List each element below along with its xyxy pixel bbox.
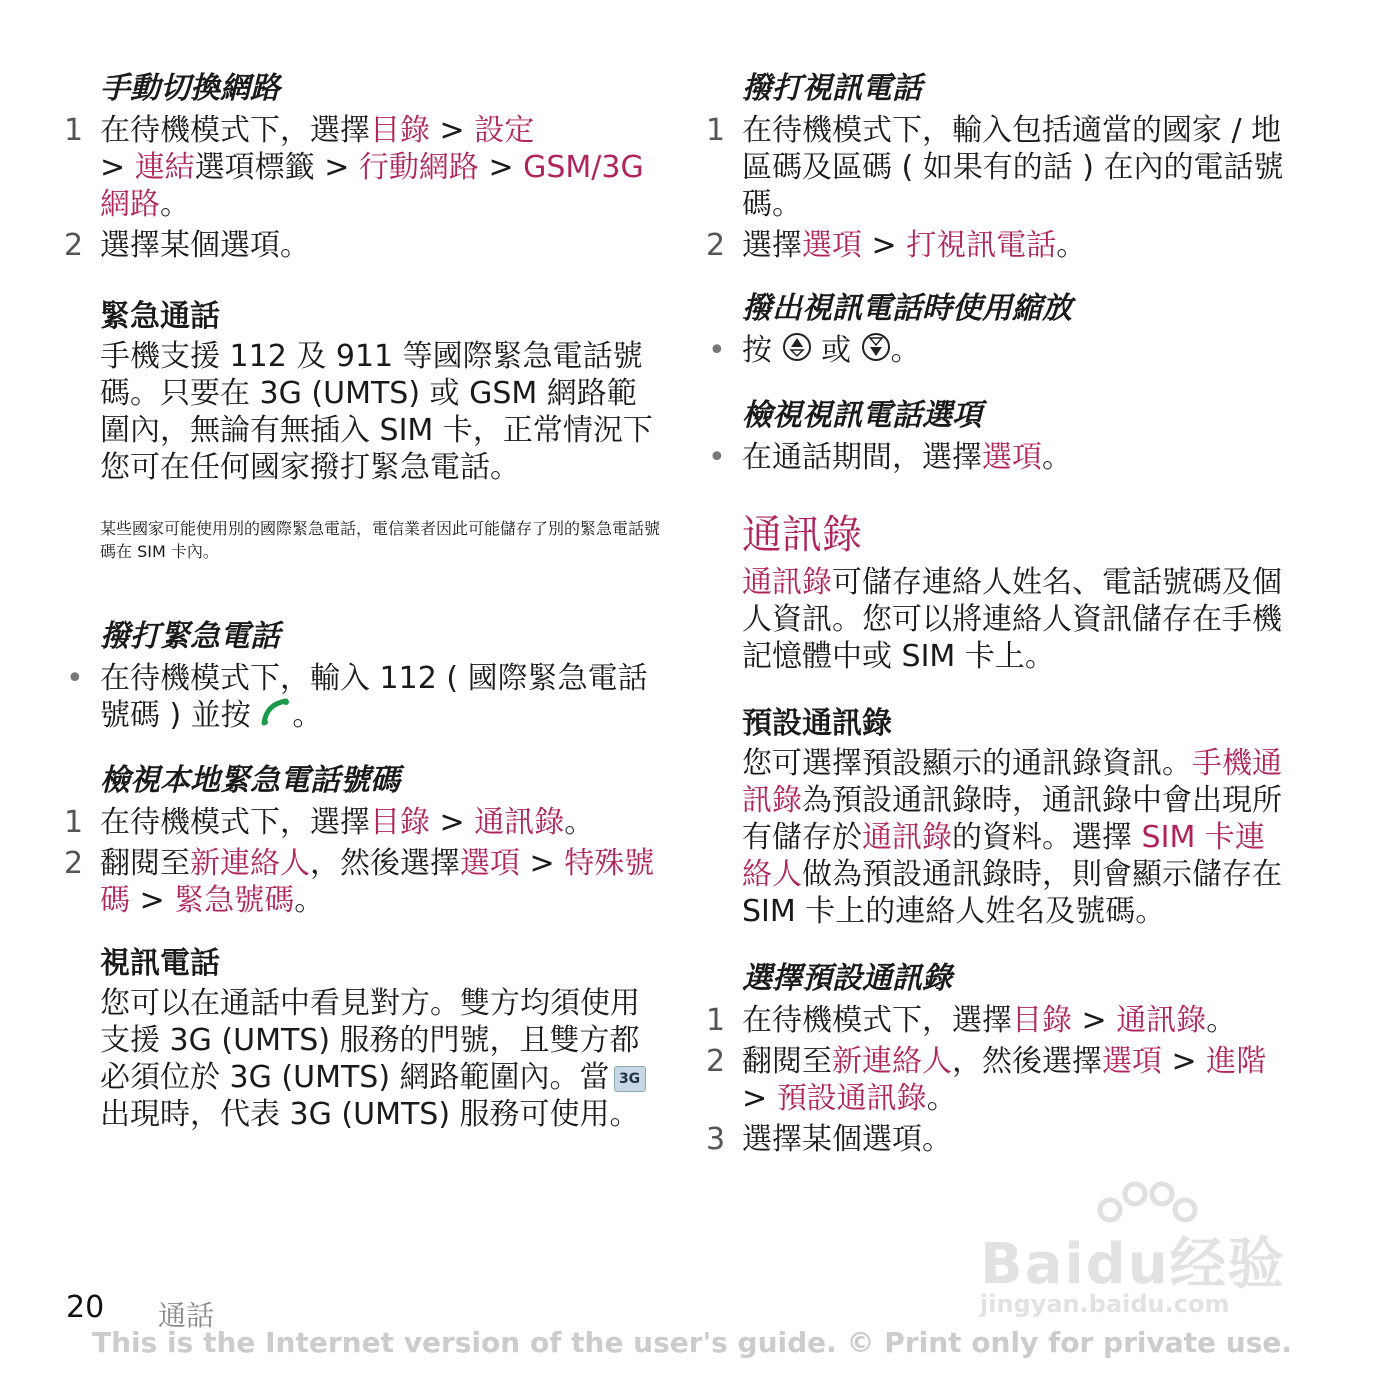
separator: > xyxy=(430,113,475,148)
heading-emergency: 緊急通話 xyxy=(100,299,220,334)
section-title-contacts: 通訊錄 xyxy=(742,512,862,558)
right-column xyxy=(706,70,1292,1162)
list-item xyxy=(708,439,1292,476)
step-number: 1 xyxy=(64,805,84,840)
link-default-contacts[interactable]: 預設通訊錄 xyxy=(776,1081,927,1116)
period: 。 xyxy=(890,333,921,368)
list-item xyxy=(706,1002,1292,1039)
link-options[interactable]: 選項 xyxy=(1102,1044,1162,1079)
call-icon xyxy=(260,697,292,736)
link-make-video-call[interactable]: 打視訊電話 xyxy=(906,228,1057,263)
left-column xyxy=(64,70,661,1133)
separator: > xyxy=(130,883,175,918)
body-text: 做為預設通訊錄時，則會顯示儲存在 SIM 卡上的連絡人姓名及號碼。 xyxy=(742,857,1282,929)
link-contacts[interactable]: 通訊錄 xyxy=(474,805,565,840)
link-options[interactable]: 選項 xyxy=(460,846,520,881)
manual-switch-steps xyxy=(64,112,660,264)
link-menu[interactable]: 目錄 xyxy=(370,113,430,148)
heading-default-contacts: 預設通訊錄 xyxy=(742,706,892,741)
link-menu[interactable]: 目錄 xyxy=(370,805,430,840)
page-number: 20 xyxy=(66,1290,105,1325)
step-number: 1 xyxy=(706,1003,726,1038)
separator: > xyxy=(1072,1003,1117,1038)
link-contacts[interactable]: 通訊錄 xyxy=(742,565,832,600)
emergency-body: 手機支援 112 及 911 等國際緊急電話號碼。只要在 3G (UMTS) 或 GSM 網路範圍內，無論有無插入 SIM 卡，正常情況下您可在任何國家撥打緊急電話。 xyxy=(100,339,653,485)
period: 。 xyxy=(926,1081,957,1116)
list-item xyxy=(708,332,1292,371)
select-default-steps xyxy=(706,1002,1292,1158)
separator: > xyxy=(430,805,475,840)
body-text: 為預設通訊錄時，通訊錄中會出現所有儲存於 xyxy=(742,783,1282,855)
video-call-body xyxy=(100,985,660,1133)
body-text: 您可以在通話中看見對方。雙方均須使用支援 3G (UMTS) 服務的門號，且雙方都必須位於 3G (UMTS) 網路範圍內。當 xyxy=(100,986,640,1095)
step-text: 選擇某個選項。 xyxy=(742,1122,952,1157)
step-text: 或 xyxy=(821,333,852,368)
period: 。 xyxy=(294,883,325,918)
period: 。 xyxy=(1206,1003,1237,1038)
separator: > xyxy=(862,228,907,263)
period: 。 xyxy=(160,187,190,222)
link-mobile-network[interactable]: 行動網路 xyxy=(358,150,479,185)
link-options[interactable]: 選項 xyxy=(982,440,1042,475)
step-number: 2 xyxy=(64,228,84,263)
heading-view-local: 檢視本地緊急電話號碼 xyxy=(100,763,400,798)
step-number: 2 xyxy=(706,1044,726,1079)
separator: > xyxy=(100,150,135,185)
step-number: 1 xyxy=(64,113,84,148)
body-text: 可儲存連絡人姓名、電話號碼及個人資訊。您可以將連絡人資訊儲存在手機記憶體中或 SIM 卡上。 xyxy=(742,565,1282,674)
step-text: 在待機模式下，輸入包括適當的國家 / 地區碼及區碼 ( 如果有的話 ) 在內的電話號碼。 xyxy=(742,113,1284,222)
list-item xyxy=(706,227,1292,264)
body-text: 您可選擇預設顯示的通訊錄資訊。 xyxy=(742,746,1192,781)
list-item xyxy=(706,1121,1292,1158)
step-text: 選擇 xyxy=(742,228,802,263)
default-contacts-body xyxy=(742,745,1292,930)
list-item xyxy=(64,804,660,841)
bullet: • xyxy=(708,333,726,368)
contacts-body xyxy=(742,564,1292,675)
period: 。 xyxy=(1042,440,1072,475)
list-item xyxy=(64,845,660,919)
heading-dial-emergency: 撥打緊急電話 xyxy=(100,619,280,654)
separator: > xyxy=(1162,1044,1207,1079)
nav-down-icon xyxy=(861,332,891,371)
note-text: 某些國家可能使用別的國際緊急電話，電信業者因此可能儲存了別的緊急電話號碼在 SIM 卡內。 xyxy=(100,519,661,561)
step-number: 2 xyxy=(64,846,84,881)
body-text: 出現時，代表 3G (UMTS) 服務可使用。 xyxy=(100,1097,640,1132)
heading-dial-video: 撥打視訊電話 xyxy=(742,71,922,106)
separator: > xyxy=(520,846,565,881)
link-connect[interactable]: 連結 xyxy=(134,150,195,185)
period: 。 xyxy=(292,698,323,733)
link-emergency-numbers[interactable]: 緊急號碼 xyxy=(174,883,295,918)
step-text: ，然後選擇 xyxy=(310,846,460,881)
link-sim-contacts[interactable]: SIM 卡連絡人 xyxy=(742,820,1265,892)
period: 。 xyxy=(564,805,595,840)
link-options[interactable]: 選項 xyxy=(802,228,862,263)
step-text: 翻閱至 xyxy=(100,846,190,881)
step-text: 選擇某個選項。 xyxy=(100,228,310,263)
disclaimer: This is the Internet version of the user's guide. © Print only for private use. xyxy=(92,1326,1292,1359)
link-advanced[interactable]: 進階 xyxy=(1206,1044,1267,1079)
link-gsm-3g[interactable]: GSM/3G 網路 xyxy=(100,150,644,222)
period: 。 xyxy=(1056,228,1087,263)
3g-icon: 3G xyxy=(614,1066,646,1092)
step-number: 2 xyxy=(706,228,726,263)
list-item xyxy=(66,660,660,736)
link-special-numbers[interactable]: 特殊號碼 xyxy=(100,846,655,918)
step-text: 按 xyxy=(742,333,772,368)
heading-view-options: 檢視視訊電話選項 xyxy=(742,398,982,433)
footer-section-title: 通話 xyxy=(158,1299,215,1332)
list-item xyxy=(64,227,660,264)
link-contacts[interactable]: 通訊錄 xyxy=(1116,1003,1207,1038)
step-text: ，然後選擇 xyxy=(952,1044,1102,1079)
heading-select-default: 選擇預設通訊錄 xyxy=(742,961,952,996)
nav-up-icon xyxy=(782,332,812,371)
link-new-contact[interactable]: 新連絡人 xyxy=(832,1044,952,1079)
step-text: 在待機模式下，輸入 112 ( 國際緊急電話號碼 ) 並按 xyxy=(100,661,648,733)
link-contacts[interactable]: 通訊錄 xyxy=(862,820,952,855)
list-item xyxy=(706,112,1292,223)
heading-zoom: 撥出視訊電話時使用縮放 xyxy=(742,291,1072,326)
step-text: 在待機模式下，選擇 xyxy=(742,1003,1012,1038)
watermark-logo-text: Baidu经验 xyxy=(980,1232,1286,1297)
bullet: • xyxy=(66,661,84,696)
step-number: 3 xyxy=(706,1122,726,1157)
link-menu[interactable]: 目錄 xyxy=(1012,1003,1072,1038)
link-settings[interactable]: 設定 xyxy=(474,113,535,148)
baidu-watermark xyxy=(980,1180,1300,1330)
body-text: 的資料。選擇 xyxy=(952,820,1142,855)
dial-video-steps xyxy=(706,112,1292,264)
step-text: 在待機模式下，選擇 xyxy=(100,805,370,840)
step-text: 選項標籤 > xyxy=(194,150,359,185)
bullet: • xyxy=(708,440,726,475)
step-number: 1 xyxy=(706,113,726,148)
link-new-contact[interactable]: 新連絡人 xyxy=(190,846,310,881)
list-item xyxy=(64,112,660,223)
step-text: 翻閱至 xyxy=(742,1044,832,1079)
link-phone-contacts[interactable]: 手機通訊錄 xyxy=(742,746,1282,818)
view-local-steps xyxy=(64,804,660,919)
list-item xyxy=(706,1043,1292,1117)
heading-video-call: 視訊電話 xyxy=(100,946,220,981)
step-text: 在通話期間，選擇 xyxy=(742,440,982,475)
watermark-url: jingyan.baidu.com xyxy=(980,1290,1230,1318)
step-text: 在待機模式下，選擇 xyxy=(100,113,370,148)
heading-manual-switch: 手動切換網路 xyxy=(100,71,280,106)
separator: > xyxy=(478,150,524,185)
separator: > xyxy=(742,1081,777,1116)
